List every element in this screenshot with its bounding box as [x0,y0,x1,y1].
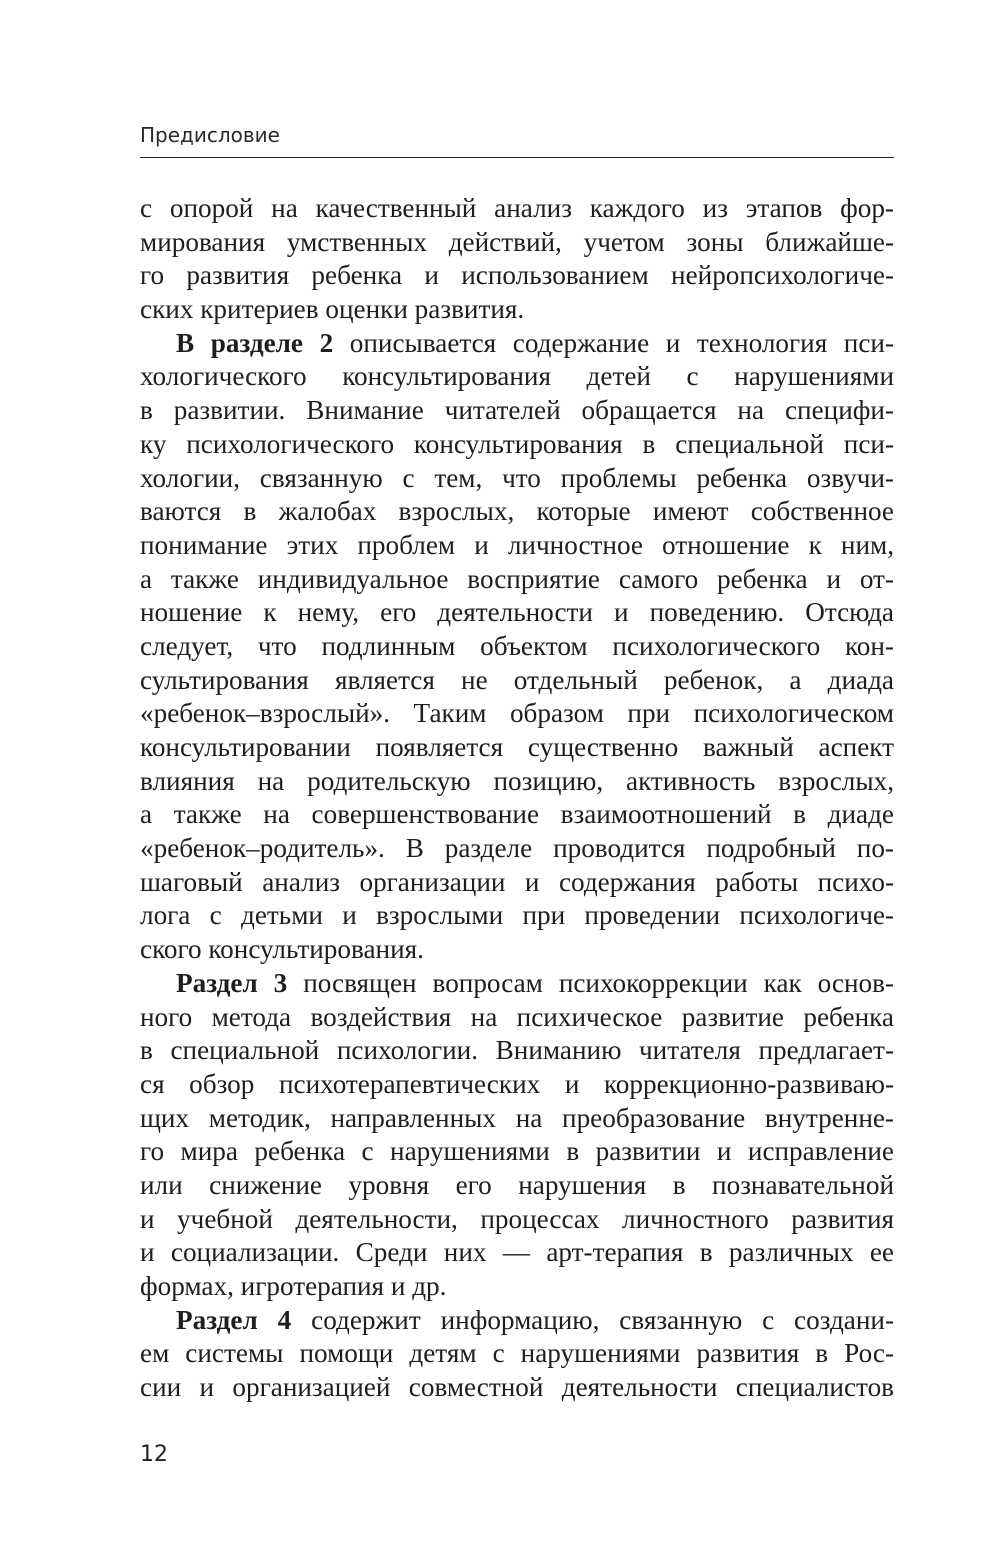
text-line [140,1102,894,1136]
text-run: и социализации. Среди них — арт-терапия в различных ее [140,1237,894,1268]
paragraph [140,192,894,327]
text-line [140,933,894,967]
text-line [140,563,894,597]
text-line [140,394,894,428]
text-line [140,1068,894,1102]
text-run: шаговый анализ организации и содержания работы психо- [140,866,894,897]
text-run: хологии, связанную с тем, что проблемы ребенка озвучи- [140,462,894,493]
text-line [140,1169,894,1203]
text-line [140,259,894,293]
text-run: и учебной деятельности, процессах личностного развития [140,1203,894,1234]
text-run: а также индивидуальное восприятие самого ребенка и от- [140,563,894,594]
text-line [140,765,894,799]
text-run: лога с детьми и взрослыми при проведении психологиче- [140,900,894,931]
text-line [140,1371,894,1405]
text-line [140,360,894,394]
text-run: ских критериев оценки развития. [140,294,525,325]
text-run: ного метода воздействия на психическое развитие ребенка [140,1001,894,1032]
text-run: ку психологического консультирования в специальной пси- [140,428,894,459]
bold-run: В разделе 2 [176,327,334,358]
text-run: щих методик, направленных на преобразование внутренне- [140,1102,894,1133]
text-line [140,1001,894,1035]
page-number: 12 [140,1442,168,1467]
text-line [140,1203,894,1237]
text-run: «ребенок–взрослый». Таким образом при психологическом [140,698,894,729]
running-header: Предисловие [140,123,280,147]
text-run: ем системы помощи детям с нарушениями развития в Рос- [140,1338,894,1369]
text-line [140,462,894,496]
header-rule [140,157,894,158]
text-run: следует, что подлинным объектом психологического кон- [140,630,894,661]
text-run: формах, игротерапия и др. [140,1271,447,1301]
text-line [140,596,894,630]
text-run: или снижение уровня его нарушения в познавательной [140,1169,894,1200]
text-run: в развитии. Внимание читателей обращается на специфи- [140,395,894,426]
text-run: посвящен вопросам психокоррекции как основ- [287,967,894,998]
text-run: «ребенок–родитель». В разделе проводится подробный по- [140,833,894,864]
text-line [140,1304,894,1338]
text-line [140,1034,894,1068]
text-line [140,428,894,462]
text-line [140,664,894,698]
text-line [140,697,894,731]
text-run: консультировании появляется существенно важный аспект [140,732,894,762]
text-run: содержит информацию, связанную с создани- [291,1304,894,1335]
text-run: го мира ребенка с нарушениями в развитии и исправление [140,1136,894,1167]
text-run: ношение к нему, его деятельности и поведению. Отсюда [140,597,894,628]
text-run: описывается содержание и технология пси- [333,327,894,358]
text-line [140,630,894,664]
text-line [140,293,894,327]
text-line [140,529,894,563]
page-body [140,192,894,1405]
bold-run: Раздел 4 [176,1304,292,1335]
text-line [140,967,894,1001]
text-run: мирования умственных действий, учетом зоны ближайше- [140,226,894,257]
text-line [140,1337,894,1371]
text-run: ваются в жалобах взрослых, которые имеют собственное [140,496,894,527]
text-run: а также на совершенствование взаимоотношений в диаде [140,799,894,830]
paragraph [140,967,894,1304]
text-run: с опорой на качественный анализ каждого из этапов фор- [140,193,894,223]
text-line [140,327,894,361]
text-line [140,832,894,866]
text-line [140,1135,894,1169]
paragraph [140,327,894,967]
bold-run: Раздел 3 [176,967,288,998]
text-run: ского консультирования. [140,934,424,965]
text-run: влияния на родительскую позицию, активность взрослых, [140,765,894,796]
text-line [140,798,894,832]
text-run: сии и организацией совместной деятельности специалистов [140,1372,894,1403]
paragraph [140,1304,894,1405]
text-line [140,226,894,260]
text-run: хологического консультирования детей с нарушениями [140,361,894,392]
text-run: в специальной психологии. Вниманию читателя предлагает- [140,1035,894,1066]
text-run: ся обзор психотерапевтических и коррекционно-развиваю- [140,1068,894,1099]
text-line [140,1236,894,1270]
text-line [140,1270,894,1304]
text-run: го развития ребенка и использованием нейропсихологиче- [140,260,894,291]
text-line [140,192,894,226]
text-line [140,866,894,900]
text-run: понимание этих проблем и личностное отношение к ним, [140,529,894,560]
text-line [140,495,894,529]
text-line [140,731,894,765]
text-run: сультирования является не отдельный ребенок, а диада [140,664,894,695]
text-line [140,899,894,933]
